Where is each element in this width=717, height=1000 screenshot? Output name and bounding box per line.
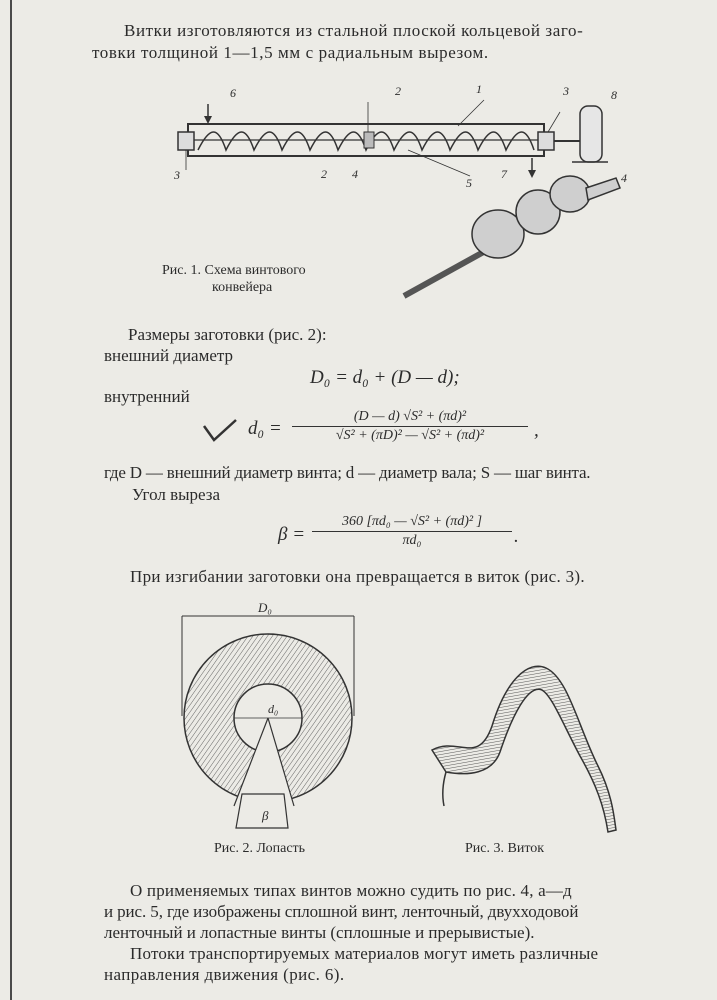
angle-label: Угол выреза: [132, 485, 221, 504]
inner-formula-lhs: d₀ =: [248, 418, 282, 439]
inner-diameter-label: внутренний: [104, 387, 190, 406]
fig1-label-5: 5: [466, 176, 472, 190]
fig3-turn-diagram: [428, 656, 628, 836]
fig1-caption-line2: конвейера: [212, 280, 273, 295]
beta-formula-denominator: πd₀: [312, 531, 512, 550]
beta-formula-lhs: β =: [278, 524, 306, 545]
fig2-label-beta: β: [262, 808, 269, 823]
fig1-label-4b: 4: [621, 171, 627, 185]
para1-line1: Витки изготовляются из стальной плоской кольцевой заго-: [124, 21, 584, 40]
para1-line2: товки толщиной 1—1,5 мм с радиальным вырезом.: [92, 43, 489, 62]
fig1-label-6: 6: [230, 86, 236, 100]
bend-line: При изгибании заготовки она превращается в виток (рис. 3).: [130, 567, 585, 586]
inner-formula-fraction: [292, 408, 528, 445]
fig1-label-8: 8: [611, 88, 617, 102]
beta-formula-numerator: 360 [πd₀ — √S² + (πd)² ]: [341, 514, 483, 529]
sizes-heading: Размеры заготовки (рис. 2):: [128, 325, 327, 344]
para-last-line1: О применяемых типах винтов можно судить по рис. 4, а—д: [130, 881, 572, 900]
fig1-label-2a: 2: [395, 84, 401, 98]
fig1-label-2b: 2: [321, 167, 327, 181]
outer-diameter-formula: D₀ = d₀ + (D — d);: [310, 367, 460, 388]
fig2-caption: Рис. 2. Лопасть: [214, 841, 306, 856]
fig1-caption-line1: Рис. 1. Схема винтового: [162, 263, 306, 278]
beta-formula-tail: .: [514, 526, 519, 547]
checkmark-icon: [202, 416, 238, 442]
fig2-label-d0: d₀: [268, 702, 279, 716]
fig1-label-7: 7: [501, 167, 507, 181]
margin-line: [10, 0, 12, 1000]
inner-formula-tail: ,: [534, 420, 539, 441]
inner-formula-numerator: (D — d) √S² + (πd)²: [353, 409, 467, 424]
para-last-line4: Потоки транспортируемых материалов могут иметь различные: [130, 944, 599, 963]
fig3-caption: Рис. 3. Виток: [465, 841, 545, 856]
para-last-line3: ленточный и лопастные винты (сплошные и прерывистые).: [104, 923, 535, 942]
para-last-line2: и рис. 5, где изображены сплошной винт, ленточный, двухходовой: [104, 902, 579, 921]
fig2-label-D0: D₀: [258, 600, 272, 615]
fig1-label-3a: 3: [563, 84, 569, 98]
outer-diameter-label: внешний диаметр: [104, 346, 234, 365]
where-line: где D — внешний диаметр винта; d — диаметр вала; S — шаг винта.: [104, 463, 591, 482]
beta-formula-fraction: [312, 513, 512, 550]
para-last-line5: направления движения (рис. 6).: [104, 965, 345, 984]
fig2-blank-diagram: [176, 606, 366, 836]
inner-formula-denominator: √S² + (πD)² — √S² + (πd)²: [292, 426, 528, 445]
fig1-label-4a: 4: [352, 167, 358, 181]
fig1-label-3b: 3: [174, 168, 180, 182]
fig1-label-1: 1: [476, 82, 482, 96]
